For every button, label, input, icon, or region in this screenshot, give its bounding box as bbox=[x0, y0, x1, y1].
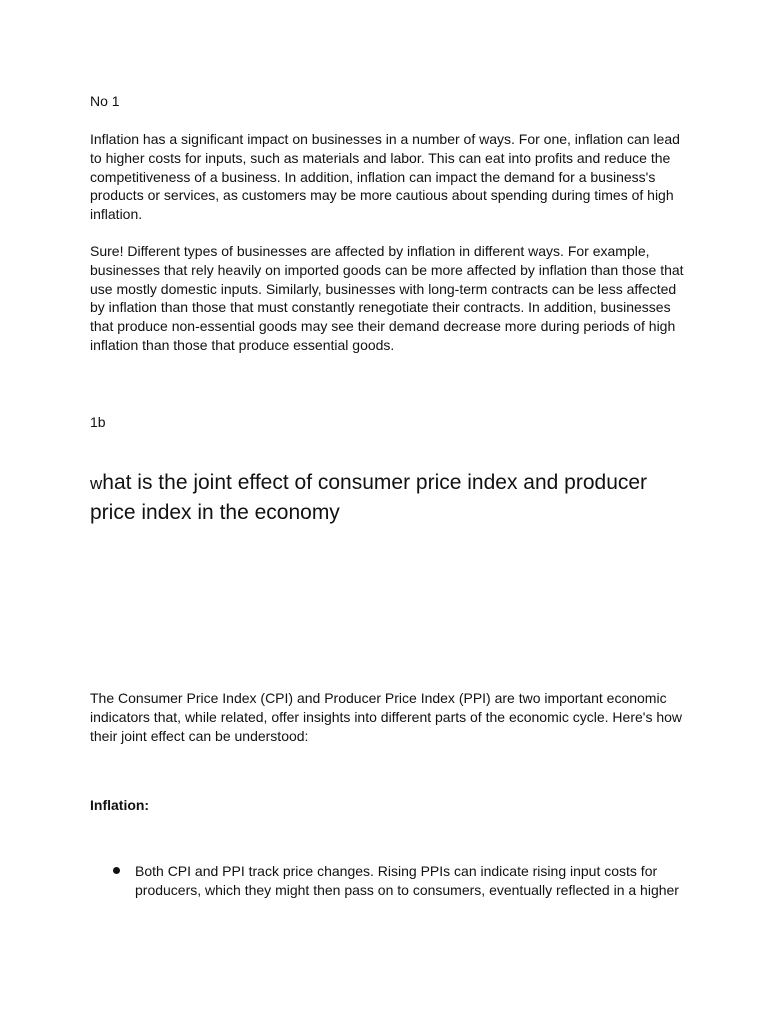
bullet-list bbox=[90, 862, 690, 900]
paragraph-business-types: Sure! Different types of businesses are affected by inflation in different ways. For example, businesses that rely heavily on imported goods can be more affected by inflation than those that use mostly domestic inputs. Similarly, businesses with long-term contracts can be less affected by inflation than those that must constantly renegotiate their contracts. In addition, businesses that produce non-essential goods may see their demand decrease more during periods of high inflation than those that produce essential goods. bbox=[90, 243, 684, 353]
section-label-1b: 1b bbox=[90, 414, 106, 430]
paragraph-cpi-ppi-intro: The Consumer Price Index (CPI) and Producer Price Index (PPI) are two important economic indicators that, while related, offer insights into different parts of the economic cycle. Here's how their joint effect can be understood: bbox=[90, 690, 683, 744]
section-label-no1: No 1 bbox=[90, 93, 120, 109]
section-heading-inflation: Inflation: bbox=[90, 797, 150, 813]
bullet-icon bbox=[113, 867, 120, 874]
paragraph-inflation-impact: Inflation has a significant impact on businesses in a number of ways. For one, inflation can lead to higher costs for inputs, such as materials and labor. This can eat into profits and reduce the competitiveness of a business. In addition, inflation can impact the demand for a business's products or services, as customers may be more cautious about spending during times of high inflation. bbox=[90, 131, 680, 223]
question-heading bbox=[90, 468, 690, 527]
question-first-letter: w bbox=[90, 474, 103, 493]
question-text: hat is the joint effect of consumer price index and producer price index in the economy bbox=[90, 471, 648, 524]
list-item bbox=[90, 862, 690, 900]
bullet-text: Both CPI and PPI track price changes. Rising PPIs can indicate rising input costs for producers, which they might then pass on to consumers, eventually reflected in a higher bbox=[135, 863, 679, 898]
